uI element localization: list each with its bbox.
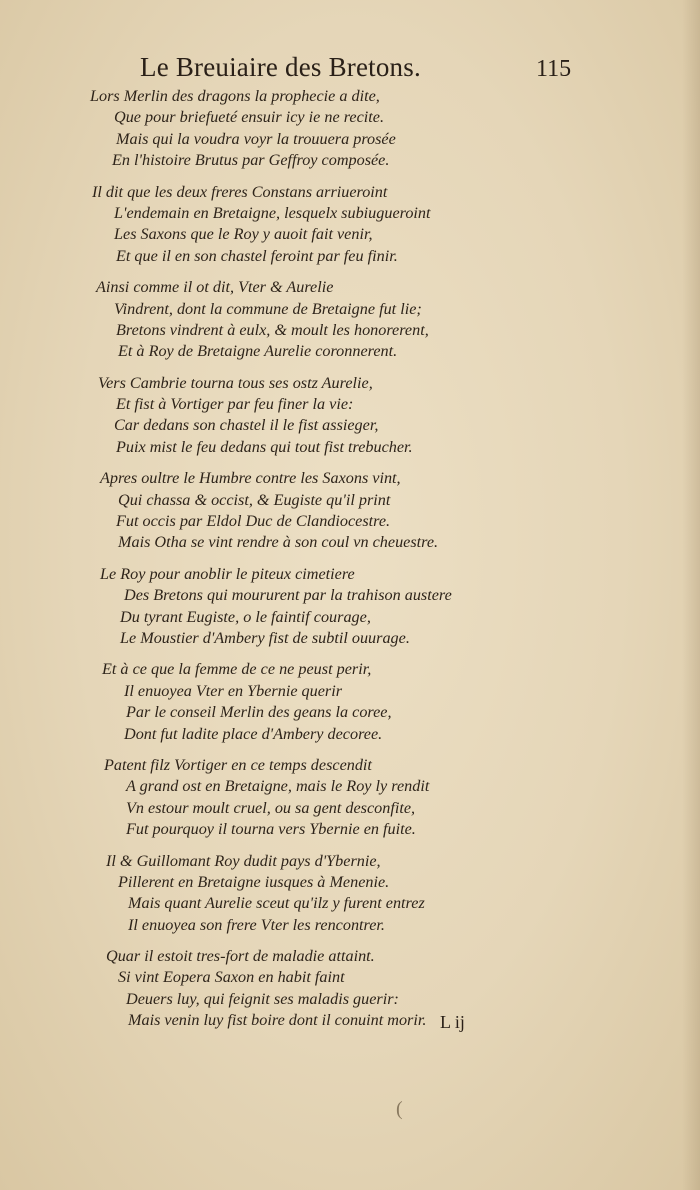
verse-line: Par le conseil Merlin des geans la coree, [126,703,392,722]
verse-line: A grand ost en Bretaigne, mais le Roy ly rendit [126,777,430,796]
verse-line: Quar il estoit tres-fort de maladie attaint. [106,947,375,966]
verse-line: Vers Cambrie tourna tous ses ostz Aurelie, [98,373,373,392]
stanza-4 [88,373,668,459]
verse-line: Il & Guillomant Roy dudit pays d'Ybernie, [106,851,381,870]
verse-line: Et fist à Vortiger par feu finer la vie: [116,395,354,414]
verse-line: Car dedans son chastel il le fist assieger, [114,416,379,435]
verse-line: Puix mist le feu dedans qui tout fist trebucher. [116,437,413,456]
verse-line: Et à Roy de Bretaigne Aurelie coronnerent. [118,342,398,361]
verse-line: Si vint Eopera Saxon en habit faint [118,968,345,987]
page-number: 115 [536,56,572,82]
verse-line: En l'histoire Brutus par Geffroy composée. [112,151,390,170]
running-title: Le Breuiaire des Bretons. [140,52,421,82]
verse-line: Il dit que les deux freres Constans arriueroint [92,182,388,201]
verse-line: Fut pourquoy il tourna vers Ybernie en fuite. [126,820,416,839]
verse-line: Et à ce que la femme de ce ne peust perir, [102,660,372,679]
verse-line: Du tyrant Eugiste, o le faintif courage, [120,607,371,626]
verse-line: Il enuoyea Vter en Ybernie querir [124,681,343,700]
verse-line: Le Moustier d'Ambery fist de subtil ouurage. [120,628,410,647]
stanza-7 [88,659,668,745]
ink-speck: ( [396,1098,403,1120]
verse-line: Que pour briefueté ensuir icy ie ne recite. [114,108,385,127]
verse-line: Il enuoyea son frere Vter les rencontrer. [128,915,385,934]
verse-line: Le Roy pour anoblir le piteux cimetiere [100,564,355,583]
page-edge-shadow [682,0,700,1190]
signature-mark: L ij [440,1012,465,1032]
verse-line: Vn estour moult cruel, ou sa gent desconfite, [126,798,416,817]
verse-line: Ainsi comme il ot dit, Vter & Aurelie [96,278,334,297]
verse-line: Deuers luy, qui feignit ses maladis guerir: [126,989,399,1008]
verse-line: L'endemain en Bretaigne, lesquelx subiugueroint [114,203,431,222]
verse-line: Patent filz Vortiger en ce temps descendit [104,755,372,774]
verse-line: Qui chassa & occist, & Eugiste qu'il print [118,490,391,509]
verse-line: Lors Merlin des dragons la prophecie a dite, [90,87,380,105]
verse-line: Pillerent en Bretaigne iusques à Menenie. [118,872,390,891]
stanza-3 [88,277,668,363]
verse-line: Apres oultre le Humbre contre les Saxons vint, [100,469,401,488]
verse-line: Les Saxons que le Roy y auoit fait venir, [114,225,373,244]
verse-line: Fut occis par Eldol Duc de Clandiocestre. [116,512,391,531]
verse-line: Mais venin luy fist boire dont il conuint morir. [128,1011,427,1030]
verse-line: Et que il en son chastel feroint par feu finir. [116,246,398,265]
stanza-8 [88,755,668,841]
verse-line: Mais qui la voudra voyr la trouuera prosée [116,129,396,148]
verse-line: Mais Otha se vint rendre à son coul vn cheuestre. [118,533,439,552]
verse-body [88,86,668,1032]
verse-line: Dont fut ladite place d'Ambery decoree. [124,724,383,743]
stanza-6 [88,564,668,650]
stanza-2 [88,182,668,268]
stanza-5 [88,468,668,554]
verse-line: Mais quant Aurelie sceut qu'ilz y furent entrez [128,894,425,913]
stanza-1 [88,86,668,172]
stanza-9 [88,851,668,937]
verse-line: Vindrent, dont la commune de Bretaigne fut lie; [114,299,422,318]
verse-line: Bretons vindrent à eulx, & moult les honorerent, [116,320,429,339]
stanza-10 [88,946,668,1032]
verse-line: Des Bretons qui moururent par la trahison austere [124,586,452,605]
